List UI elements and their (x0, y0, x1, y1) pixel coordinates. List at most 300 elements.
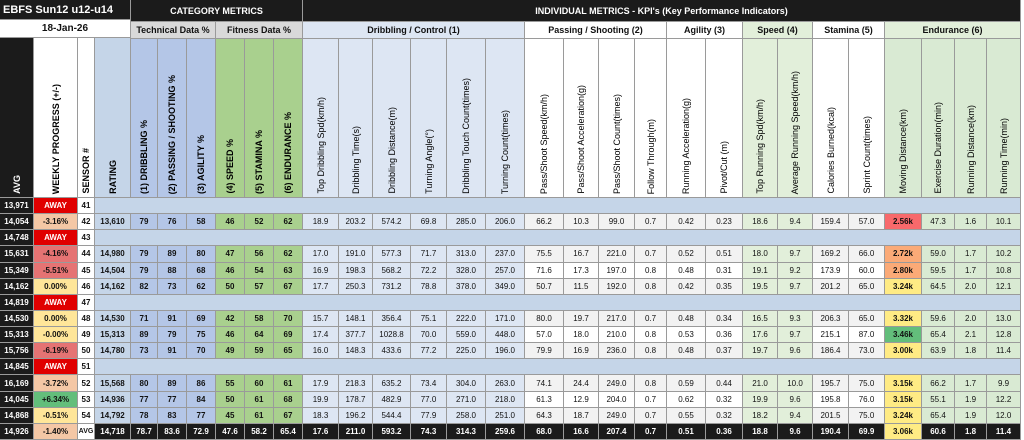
row-cell: 225.0 (447, 343, 486, 359)
row-cell: 0.7 (635, 408, 667, 424)
column-header (187, 39, 216, 198)
group-header: Speed (4) (743, 22, 813, 39)
sheet-title: EBFS Sun12 u12-u14 (0, 0, 131, 20)
row-cell: 9.6 (778, 343, 813, 359)
row-sensor: 49 (78, 327, 95, 343)
row-cell: 15.7 (303, 311, 339, 327)
column-header-label: Dribbling Time(s) (350, 125, 361, 194)
column-header-label: Pass/Shoot Acceleration(g) (576, 85, 586, 194)
group-header: Technical Data % (131, 22, 216, 39)
row-cell: 559.0 (447, 327, 486, 343)
row-sensor: 45 (78, 263, 95, 279)
column-header (987, 39, 1021, 198)
footer-cell: 14,718 (95, 424, 131, 440)
column-header-label: Running Acceleration(g) (681, 97, 691, 194)
row-cell: 58 (187, 214, 216, 230)
row-progress: -0.51% (34, 408, 78, 424)
row-cell: 89 (158, 246, 187, 262)
row-cell: 73.4 (411, 375, 447, 391)
row-cell: 14,792 (95, 408, 131, 424)
footer-cell: 1.8 (955, 424, 987, 440)
row-cell: 1.7 (955, 375, 987, 391)
row-cell: 47 (216, 246, 245, 262)
row-cell: 77.2 (411, 343, 447, 359)
row-cell: 2.0 (955, 311, 987, 327)
row-cell: 52 (245, 214, 274, 230)
column-header-label: Moving Distance(km) (898, 109, 908, 194)
row-cell: 9.7 (778, 327, 813, 343)
row-cell: 1.8 (955, 343, 987, 359)
away-row-fill (95, 359, 1021, 375)
column-header-label: Dribbling Touch Count(times) (461, 78, 471, 194)
row-cell: 46 (216, 327, 245, 343)
group-header: Dribbling / Control (1) (303, 22, 525, 39)
row-cell: 72.2 (411, 263, 447, 279)
row-cell: 159.4 (813, 214, 849, 230)
row-cell: 17.3 (564, 263, 599, 279)
row-cell: 0.42 (667, 279, 706, 295)
footer-cell: 47.6 (216, 424, 245, 440)
row-cell: 65 (274, 343, 303, 359)
row-cell: 204.0 (599, 392, 635, 408)
row-cell: 87.0 (849, 327, 885, 343)
footer-sensor: AVG (78, 424, 95, 440)
footer-cell: 9.6 (778, 424, 813, 440)
row-cell: 10.0 (778, 375, 813, 391)
row-cell: 9.3 (778, 311, 813, 327)
row-cell: 250.3 (339, 279, 373, 295)
row-cell: 61 (245, 392, 274, 408)
row-cell: 78 (131, 408, 158, 424)
row-cell: 304.0 (447, 375, 486, 391)
footer-cell: 259.6 (486, 424, 525, 440)
row-cell: 12.8 (987, 327, 1021, 343)
footer-cell: 74.3 (411, 424, 447, 440)
row-cell: 574.2 (373, 214, 411, 230)
row-cell: 64 (245, 327, 274, 343)
row-progress: 0.00% (34, 311, 78, 327)
row-cell: 70.0 (411, 327, 447, 343)
row-cell: 3.24k (885, 279, 922, 295)
group-header: Passing / Shooting (2) (525, 22, 667, 39)
column-header (411, 39, 447, 198)
row-cell: 0.8 (635, 327, 667, 343)
row-cell: 77.0 (411, 392, 447, 408)
row-progress: AWAY (34, 359, 78, 375)
row-cell: 18.9 (303, 214, 339, 230)
row-cell: 12.0 (987, 408, 1021, 424)
row-cell: 251.0 (486, 408, 525, 424)
individual-metrics-header: INDIVIDUAL METRICS - KPI's (Key Performance Indicators) (303, 0, 1021, 22)
row-cell: 63 (274, 263, 303, 279)
row-cell: 9.7 (778, 279, 813, 295)
category-metrics-header: CATEGORY METRICS (131, 0, 303, 22)
row-cell: 237.0 (486, 246, 525, 262)
row-cell: 73.0 (849, 343, 885, 359)
row-cell: 12.9 (564, 392, 599, 408)
row-cell: 356.4 (373, 311, 411, 327)
row-cell: 65.0 (849, 279, 885, 295)
row-cell: 192.0 (599, 279, 635, 295)
row-cell: 236.0 (599, 343, 635, 359)
row-cell: 0.23 (706, 214, 743, 230)
row-cell: 1028.8 (373, 327, 411, 343)
footer-cell: 58.2 (245, 424, 274, 440)
row-cell: 271.0 (447, 392, 486, 408)
row-avg: 14,054 (0, 214, 34, 230)
row-cell: 16.9 (303, 263, 339, 279)
row-cell: 17.4 (303, 327, 339, 343)
row-cell: 1.7 (955, 246, 987, 262)
row-avg: 16,169 (0, 375, 34, 391)
column-header-label: Running Time(min) (998, 117, 1009, 194)
row-cell: 21.0 (743, 375, 778, 391)
row-cell: 45 (216, 408, 245, 424)
row-cell: 84 (187, 392, 216, 408)
row-cell: 9.6 (778, 392, 813, 408)
row-sensor: 47 (78, 295, 95, 311)
column-header (339, 39, 373, 198)
row-cell: 68 (187, 263, 216, 279)
row-cell: 2.72k (885, 246, 922, 262)
row-cell: 169.2 (813, 246, 849, 262)
row-cell: 88 (158, 263, 187, 279)
row-sensor: 46 (78, 279, 95, 295)
column-header (0, 38, 34, 198)
row-cell: 75.0 (849, 408, 885, 424)
column-header (447, 39, 486, 198)
footer-cell: 18.8 (743, 424, 778, 440)
row-cell: 0.52 (667, 246, 706, 262)
row-cell: 1.6 (955, 214, 987, 230)
row-cell: 79.9 (525, 343, 564, 359)
row-avg: 15,313 (0, 327, 34, 343)
row-cell: 1.9 (955, 408, 987, 424)
row-cell: 59 (245, 343, 274, 359)
column-header-label: Average Running Speed(km/h) (790, 70, 800, 194)
row-cell: 77 (131, 392, 158, 408)
row-progress: -5.51% (34, 263, 78, 279)
row-cell: 80 (187, 246, 216, 262)
row-cell: 75.0 (849, 375, 885, 391)
row-cell: 13,610 (95, 214, 131, 230)
row-cell: 91 (158, 343, 187, 359)
row-cell: 1.7 (955, 263, 987, 279)
row-cell: 18.0 (564, 327, 599, 343)
row-cell: 0.36 (706, 327, 743, 343)
row-cell: 201.2 (813, 279, 849, 295)
row-cell: 60 (245, 375, 274, 391)
row-cell: 218.0 (486, 392, 525, 408)
row-cell: 50.7 (525, 279, 564, 295)
column-header (706, 39, 743, 198)
row-cell: 0.8 (635, 375, 667, 391)
column-header (525, 39, 564, 198)
row-progress: 0.00% (34, 279, 78, 295)
row-cell: 0.35 (706, 279, 743, 295)
row-cell: 19.9 (743, 392, 778, 408)
row-cell: 9.2 (778, 263, 813, 279)
row-cell: 1.9 (955, 392, 987, 408)
row-cell: 91 (158, 311, 187, 327)
row-avg: 14,162 (0, 279, 34, 295)
column-header (599, 39, 635, 198)
row-progress: -3.16% (34, 214, 78, 230)
row-cell: 62 (274, 246, 303, 262)
column-header-label: (5) STAMINA % (254, 130, 264, 194)
row-cell: 17.7 (303, 279, 339, 295)
row-cell: 16.7 (564, 246, 599, 262)
row-cell: 14,980 (95, 246, 131, 262)
column-header-label: Pass/Shoot Speed(km/h) (539, 93, 549, 194)
row-cell: 0.32 (706, 392, 743, 408)
row-cell: 80.0 (525, 311, 564, 327)
column-header (667, 39, 706, 198)
column-header (486, 39, 525, 198)
row-cell: 635.2 (373, 375, 411, 391)
column-header (373, 39, 411, 198)
row-cell: 77.9 (411, 408, 447, 424)
column-header-label: Pass/Shoot Count(times) (611, 93, 622, 194)
footer-cell: 68.0 (525, 424, 564, 440)
row-sensor: 51 (78, 359, 95, 375)
row-cell: 3.15k (885, 375, 922, 391)
row-cell: 46 (216, 214, 245, 230)
column-header (274, 39, 303, 198)
row-sensor: 44 (78, 246, 95, 262)
row-cell: 76.0 (849, 392, 885, 408)
away-row-fill (95, 230, 1021, 246)
row-cell: 9.4 (778, 408, 813, 424)
row-cell: 203.2 (339, 214, 373, 230)
row-cell: 377.7 (339, 327, 373, 343)
row-cell: 17.0 (303, 246, 339, 262)
row-cell: 0.8 (635, 343, 667, 359)
row-cell: 73 (158, 279, 187, 295)
row-cell: 19.5 (743, 279, 778, 295)
row-sensor: 52 (78, 375, 95, 391)
column-header-label: WEEKLY PROGRESS (+/-) (50, 83, 61, 194)
row-cell: 59.5 (922, 263, 955, 279)
row-cell: 313.0 (447, 246, 486, 262)
row-cell: 0.7 (635, 392, 667, 408)
row-cell: 17.9 (303, 375, 339, 391)
row-cell: 18.7 (564, 408, 599, 424)
footer-cell: 78.7 (131, 424, 158, 440)
row-cell: 66.2 (922, 375, 955, 391)
row-avg: 15,631 (0, 246, 34, 262)
row-cell: 16.5 (743, 311, 778, 327)
row-cell: 328.0 (447, 263, 486, 279)
column-header (245, 39, 274, 198)
row-cell: 206.0 (486, 214, 525, 230)
row-progress: AWAY (34, 198, 78, 214)
footer-cell: 593.2 (373, 424, 411, 440)
row-cell: 196.2 (339, 408, 373, 424)
row-cell: 577.3 (373, 246, 411, 262)
row-avg: 14,819 (0, 295, 34, 311)
row-cell: 0.48 (667, 311, 706, 327)
footer-cell: 3.06k (885, 424, 922, 440)
row-avg: 14,530 (0, 311, 34, 327)
row-cell: 89 (158, 375, 187, 391)
footer-cell: 69.9 (849, 424, 885, 440)
column-header-label: Top Dribbling Spd(km/h) (315, 97, 326, 194)
column-header (778, 39, 813, 198)
row-cell: 79 (158, 327, 187, 343)
row-cell: 16.9 (564, 343, 599, 359)
row-cell: 15,313 (95, 327, 131, 343)
column-header-label: Sprint Count(times) (861, 116, 872, 194)
row-progress: +6.34% (34, 392, 78, 408)
row-cell: 10.8 (987, 263, 1021, 279)
row-avg: 15,756 (0, 343, 34, 359)
row-cell: 222.0 (447, 311, 486, 327)
column-header-label: Calories Burned(kcal) (825, 107, 836, 194)
footer-cell: 83.6 (158, 424, 187, 440)
footer-cell: 207.4 (599, 424, 635, 440)
row-cell: 59.0 (922, 246, 955, 262)
column-header-label: AVG (11, 175, 22, 194)
footer-cell: 72.9 (187, 424, 216, 440)
row-cell: 196.0 (486, 343, 525, 359)
footer-cell: 65.4 (274, 424, 303, 440)
row-cell: 16.0 (303, 343, 339, 359)
row-cell: 54 (245, 263, 274, 279)
row-cell: 79 (131, 214, 158, 230)
row-cell: 77 (187, 408, 216, 424)
footer-cell: 11.4 (987, 424, 1021, 440)
row-cell: 2.80k (885, 263, 922, 279)
column-header (216, 39, 245, 198)
row-cell: 58 (245, 311, 274, 327)
row-cell: 77 (158, 392, 187, 408)
row-cell: 448.0 (486, 327, 525, 343)
row-cell: 10.2 (987, 246, 1021, 262)
row-cell: 195.8 (813, 392, 849, 408)
row-cell: 99.0 (599, 214, 635, 230)
row-cell: 24.4 (564, 375, 599, 391)
row-cell: 0.62 (667, 392, 706, 408)
footer-avg: 14,926 (0, 424, 34, 440)
column-header-label: RATING (107, 160, 118, 194)
row-cell: 2.0 (955, 279, 987, 295)
row-cell: 61.3 (525, 392, 564, 408)
row-cell: 285.0 (447, 214, 486, 230)
column-header (564, 39, 599, 198)
footer-cell: 0.7 (635, 424, 667, 440)
row-cell: 69.8 (411, 214, 447, 230)
row-cell: 221.0 (599, 246, 635, 262)
row-progress: -4.16% (34, 246, 78, 262)
column-header (885, 39, 922, 198)
row-cell: 47.3 (922, 214, 955, 230)
row-cell: 0.48 (667, 263, 706, 279)
row-cell: 0.32 (706, 408, 743, 424)
row-cell: 11.5 (564, 279, 599, 295)
row-cell: 49 (216, 343, 245, 359)
row-cell: 186.4 (813, 343, 849, 359)
row-cell: 0.34 (706, 311, 743, 327)
column-header (131, 39, 158, 198)
row-cell: 66.0 (849, 246, 885, 262)
row-cell: 9.9 (987, 375, 1021, 391)
row-cell: 19.1 (743, 263, 778, 279)
row-cell: 63.9 (922, 343, 955, 359)
row-cell: 62 (274, 214, 303, 230)
footer-cell: 17.6 (303, 424, 339, 440)
row-cell: 3.15k (885, 392, 922, 408)
row-sensor: 50 (78, 343, 95, 359)
row-cell: 14,936 (95, 392, 131, 408)
row-cell: 68 (274, 392, 303, 408)
footer-cell: 211.0 (339, 424, 373, 440)
row-cell: 173.9 (813, 263, 849, 279)
column-header-label: (6) ENDURANCE % (283, 112, 293, 194)
row-avg: 15,349 (0, 263, 34, 279)
row-cell: 0.7 (635, 246, 667, 262)
row-cell: 89 (131, 327, 158, 343)
column-header-label: (4) SPEED % (225, 139, 235, 194)
row-cell: 78.8 (411, 279, 447, 295)
row-cell: 206.3 (813, 311, 849, 327)
column-header-label: Turning Count(times) (500, 109, 510, 194)
column-header (635, 39, 667, 198)
report-date: 18-Jan-26 (0, 20, 131, 38)
row-cell: 11.4 (987, 343, 1021, 359)
row-cell: 14,530 (95, 311, 131, 327)
row-cell: 12.2 (987, 392, 1021, 408)
row-cell: 19.7 (564, 311, 599, 327)
row-cell: 148.3 (339, 343, 373, 359)
row-cell: 74.1 (525, 375, 564, 391)
group-header: Agility (3) (667, 22, 743, 39)
footer-cell: 190.4 (813, 424, 849, 440)
column-header-label: Dribbling Distance(m) (386, 107, 397, 194)
row-cell: 3.00k (885, 343, 922, 359)
row-cell: 217.0 (599, 311, 635, 327)
row-cell: 3.46k (885, 327, 922, 343)
row-cell: 61 (245, 408, 274, 424)
row-sensor: 54 (78, 408, 95, 424)
row-cell: 201.5 (813, 408, 849, 424)
row-cell: 3.32k (885, 311, 922, 327)
footer-cell: 314.3 (447, 424, 486, 440)
row-cell: 17.6 (743, 327, 778, 343)
row-sensor: 53 (78, 392, 95, 408)
row-cell: 14,162 (95, 279, 131, 295)
row-avg: 13,971 (0, 198, 34, 214)
row-cell: 18.0 (743, 246, 778, 262)
row-progress: -3.72% (34, 375, 78, 391)
row-cell: 64.5 (922, 279, 955, 295)
row-cell: 57.0 (525, 327, 564, 343)
row-cell: 263.0 (486, 375, 525, 391)
row-cell: 76 (158, 214, 187, 230)
row-cell: 544.4 (373, 408, 411, 424)
row-cell: 0.37 (706, 343, 743, 359)
row-cell: 65.0 (849, 311, 885, 327)
row-cell: 13.0 (987, 311, 1021, 327)
column-header (78, 38, 95, 198)
row-cell: 83 (158, 408, 187, 424)
row-cell: 10.3 (564, 214, 599, 230)
row-cell: 0.44 (706, 375, 743, 391)
row-cell: 69 (274, 327, 303, 343)
row-avg: 14,868 (0, 408, 34, 424)
column-header (922, 39, 955, 198)
row-cell: 249.0 (599, 408, 635, 424)
